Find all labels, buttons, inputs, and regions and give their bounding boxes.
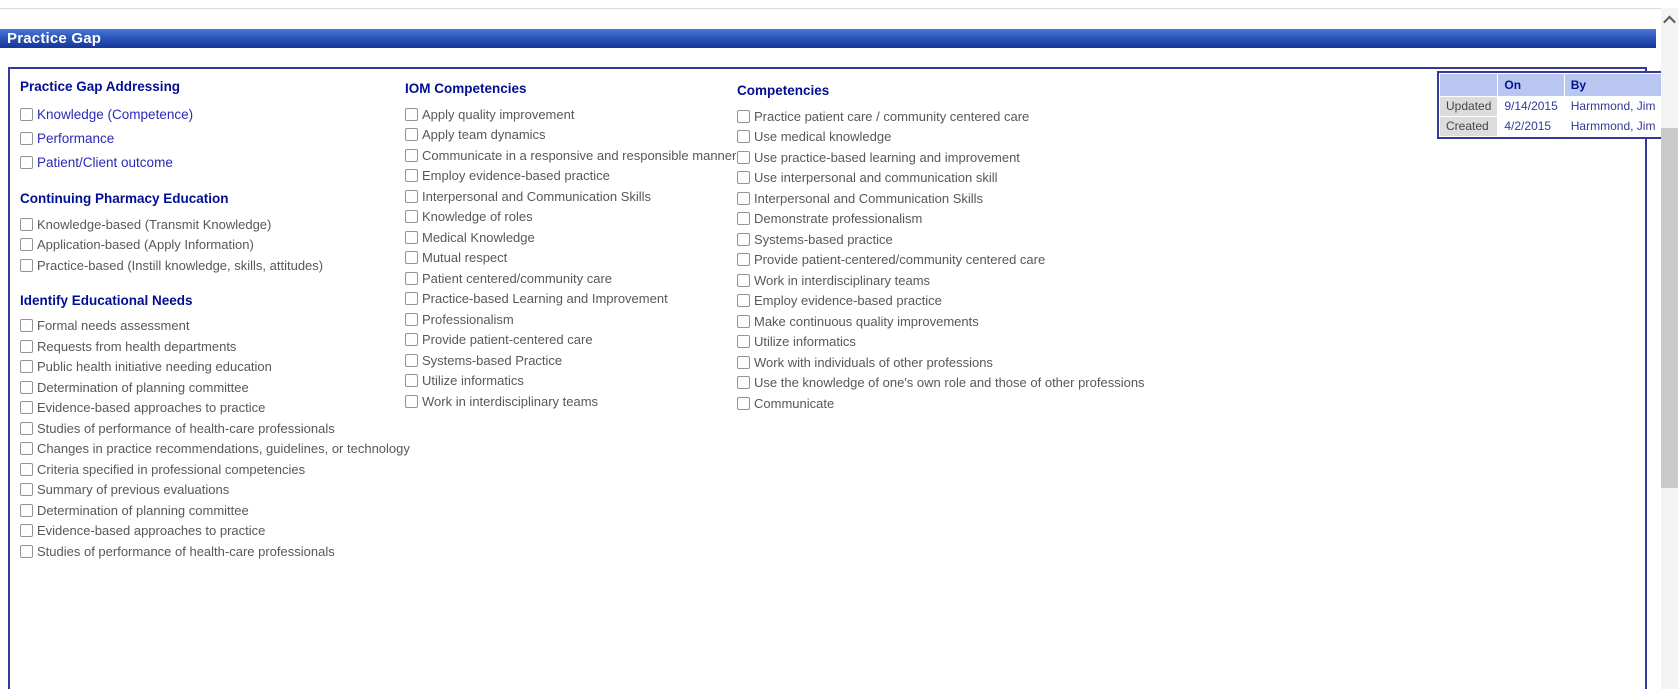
checkbox-item[interactable] — [405, 289, 745, 310]
group-identify-educational-needs — [20, 292, 410, 562]
checkbox[interactable] — [20, 360, 33, 373]
checkbox[interactable] — [737, 335, 750, 348]
checkbox-item[interactable] — [405, 145, 745, 166]
checkbox-item[interactable] — [405, 125, 745, 146]
checkbox-item[interactable] — [20, 459, 402, 480]
group-title: IOM Competencies — [405, 81, 527, 96]
checkbox[interactable] — [20, 238, 33, 251]
checkbox-item[interactable] — [20, 150, 402, 174]
checkbox-item[interactable] — [20, 541, 402, 562]
checkbox[interactable] — [405, 251, 418, 264]
checkbox[interactable] — [405, 272, 418, 285]
checkbox-item[interactable] — [20, 521, 402, 542]
checkbox-item[interactable] — [20, 398, 402, 419]
checkbox-item[interactable] — [20, 316, 402, 337]
checkbox[interactable] — [737, 171, 750, 184]
audit-header-row — [1440, 74, 1662, 97]
checkbox[interactable] — [20, 259, 33, 272]
checkbox-label: Requests from health departments — [37, 338, 237, 354]
checkbox-item[interactable] — [20, 126, 402, 150]
checkbox-item[interactable] — [20, 439, 410, 460]
group-items — [20, 214, 402, 276]
checkbox[interactable] — [737, 253, 750, 266]
checkbox[interactable] — [405, 354, 418, 367]
checkbox-item[interactable] — [20, 480, 402, 501]
checkbox[interactable] — [405, 231, 418, 244]
checkbox-label: Apply team dynamics — [422, 127, 546, 143]
checkbox-item[interactable] — [737, 168, 1197, 189]
checkbox-label: Evidence-based approaches to practice — [37, 400, 266, 416]
checkbox[interactable] — [20, 156, 33, 169]
checkbox[interactable] — [20, 545, 33, 558]
checkbox-label: Work with individuals of other professions — [754, 354, 993, 370]
checkbox-item[interactable] — [737, 188, 1197, 209]
checkbox-item[interactable] — [737, 393, 1197, 414]
checkbox-item[interactable] — [405, 391, 745, 412]
checkbox-label: Communicate in a responsive and responsible manner — [422, 147, 737, 163]
checkbox[interactable] — [405, 149, 418, 162]
checkbox[interactable] — [405, 374, 418, 387]
checkbox[interactable] — [405, 395, 418, 408]
checkbox-label: Interpersonal and Communication Skills — [422, 188, 652, 204]
audit-row — [1440, 117, 1662, 137]
checkbox-item[interactable] — [405, 166, 745, 187]
checkbox-label: Knowledge-based (Transmit Knowledge) — [37, 216, 272, 232]
group-continuing-pharmacy-education — [20, 191, 402, 276]
checkbox-item[interactable] — [737, 229, 1197, 250]
audit-col-by: By — [1564, 74, 1662, 97]
checkbox-item[interactable] — [405, 268, 745, 289]
checkbox-item[interactable] — [405, 248, 745, 269]
checkbox-label: Employ evidence-based practice — [422, 168, 610, 184]
checkbox[interactable] — [405, 292, 418, 305]
checkbox-item[interactable] — [737, 373, 1197, 394]
group-items — [737, 106, 1197, 414]
chevron-up-icon — [1663, 15, 1676, 28]
checkbox-label: Work in interdisciplinary teams — [422, 393, 599, 409]
checkbox-item[interactable] — [737, 147, 1197, 168]
checkbox[interactable] — [737, 397, 750, 410]
checkbox[interactable] — [20, 442, 33, 455]
checkbox[interactable] — [405, 169, 418, 182]
checkbox-label: Determination of planning committee — [37, 379, 249, 395]
checkbox-label: Utilize informatics — [422, 373, 524, 389]
checkbox-label: Practice-based (Instill knowledge, skills, attitudes) — [37, 257, 324, 273]
checkbox[interactable] — [405, 108, 418, 121]
checkbox-item[interactable] — [20, 336, 402, 357]
checkbox[interactable] — [405, 313, 418, 326]
group-competencies — [737, 83, 1197, 414]
checkbox-label: Knowledge of roles — [422, 209, 533, 225]
checkbox-item[interactable] — [737, 127, 1197, 148]
checkbox[interactable] — [405, 333, 418, 346]
checkbox-item[interactable] — [737, 209, 1197, 230]
checkbox[interactable] — [737, 233, 750, 246]
audit-row-label: Updated — [1440, 97, 1498, 117]
group-items — [20, 316, 410, 562]
checkbox[interactable] — [20, 218, 33, 231]
column-middle — [405, 81, 745, 412]
checkbox-label: Use practice-based learning and improvement — [754, 149, 1020, 165]
checkbox-item[interactable] — [405, 371, 745, 392]
checkbox-label: Use the knowledge of one's own role and those of other professions — [754, 375, 1145, 391]
checkbox-item[interactable] — [737, 311, 1197, 332]
checkbox[interactable] — [20, 108, 33, 121]
checkbox-item[interactable] — [737, 106, 1197, 127]
group-title: Continuing Pharmacy Education — [20, 191, 229, 206]
checkbox-item[interactable] — [20, 235, 402, 256]
group-title: Identify Educational Needs — [20, 292, 193, 308]
checkbox[interactable] — [405, 190, 418, 203]
audit-on-value: 9/14/2015 — [1498, 97, 1564, 117]
audit-row — [1440, 97, 1662, 117]
checkbox[interactable] — [737, 274, 750, 287]
checkbox-item[interactable] — [20, 102, 402, 126]
checkbox-label: Apply quality improvement — [422, 106, 575, 122]
checkbox[interactable] — [20, 381, 33, 394]
checkbox-item[interactable] — [20, 418, 402, 439]
checkbox-label: Use interpersonal and communication skill — [754, 170, 998, 186]
checkbox-label: Studies of performance of health-care professionals — [37, 420, 335, 436]
checkbox-label: Utilize informatics — [754, 334, 856, 350]
checkbox-label: Application-based (Apply Information) — [37, 237, 254, 253]
checkbox-item[interactable] — [737, 250, 1197, 271]
checkbox[interactable] — [737, 356, 750, 369]
checkbox-label: Use medical knowledge — [754, 129, 892, 145]
checkbox-label: Communicate — [754, 395, 835, 411]
checkbox-label: Evidence-based approaches to practice — [37, 523, 266, 539]
checkbox-item[interactable] — [405, 104, 745, 125]
audit-on-value: 4/2/2015 — [1498, 117, 1564, 137]
checkbox[interactable] — [737, 212, 750, 225]
checkbox-label: Patient centered/community care — [422, 270, 613, 286]
group-title: Competencies — [737, 83, 830, 98]
checkbox-label: Demonstrate professionalism — [754, 211, 923, 227]
checkbox-label: Make continuous quality improvements — [754, 313, 979, 329]
checkbox-item[interactable] — [737, 332, 1197, 353]
checkbox-label: Provide patient-centered/community centered care — [754, 252, 1046, 268]
checkbox-item[interactable] — [737, 352, 1197, 373]
column-left — [20, 79, 410, 562]
audit-row-label: Created — [1440, 117, 1498, 137]
checkbox-label: Practice-based Learning and Improvement — [422, 291, 668, 307]
audit-by-value: Harmmond, Jim — [1564, 97, 1662, 117]
checkbox[interactable] — [20, 504, 33, 517]
page-title: Practice Gap — [7, 30, 102, 47]
page-title-bar — [0, 29, 1656, 48]
audit-table-body — [1440, 97, 1662, 137]
checkbox[interactable] — [737, 294, 750, 307]
checkbox[interactable] — [20, 401, 33, 414]
audit-col-blank — [1440, 74, 1498, 97]
checkbox[interactable] — [20, 340, 33, 353]
checkbox[interactable] — [737, 110, 750, 123]
checkbox-label: Criteria specified in professional competencies — [37, 461, 306, 477]
checkbox-label: Medical Knowledge — [422, 229, 535, 245]
checkbox-item[interactable] — [405, 186, 745, 207]
checkbox-item[interactable] — [405, 309, 745, 330]
checkbox-label: Practice patient care / community centered care — [754, 108, 1030, 124]
group-title: Practice Gap Addressing — [20, 79, 181, 94]
checkbox[interactable] — [737, 151, 750, 164]
checkbox-label: Public health initiative needing education — [37, 359, 272, 375]
checkbox-item[interactable] — [405, 350, 745, 371]
checkbox-item[interactable] — [405, 330, 745, 351]
checkbox-label: Determination of planning committee — [37, 502, 249, 518]
group-items — [20, 102, 402, 174]
checkbox-label: Formal needs assessment — [37, 318, 190, 334]
checkbox-item[interactable] — [20, 500, 402, 521]
checkbox-label: Work in interdisciplinary teams — [754, 272, 931, 288]
checkbox[interactable] — [20, 132, 33, 145]
checkbox-item[interactable] — [737, 270, 1197, 291]
checkbox-label: Studies of performance of health-care professionals — [37, 543, 335, 559]
top-divider — [0, 8, 1678, 9]
checkbox[interactable] — [405, 210, 418, 223]
audit-by-value: Harmmond, Jim — [1564, 117, 1662, 137]
checkbox-label: Employ evidence-based practice — [754, 293, 942, 309]
checkbox[interactable] — [405, 128, 418, 141]
checkbox[interactable] — [737, 192, 750, 205]
checkbox-label: Knowledge (Competence) — [37, 106, 194, 122]
vertical-scrollbar[interactable] — [1661, 8, 1678, 689]
checkbox-label: Mutual respect — [422, 250, 508, 266]
checkbox-label: Professionalism — [422, 311, 514, 327]
checkbox[interactable] — [20, 422, 33, 435]
practice-gap-panel — [8, 67, 1656, 689]
checkbox-label: Summary of previous evaluations — [37, 482, 230, 498]
checkbox-label: Patient/Client outcome — [37, 154, 173, 170]
checkbox-item[interactable] — [405, 227, 745, 248]
checkbox-label: Provide patient-centered care — [422, 332, 593, 348]
checkbox-item[interactable] — [737, 291, 1197, 312]
checkbox-label: Systems-based practice — [754, 231, 893, 247]
group-iom-competencies — [405, 81, 745, 412]
checkbox-item[interactable] — [405, 207, 745, 228]
checkbox[interactable] — [20, 483, 33, 496]
group-practice-gap-addressing — [20, 79, 402, 174]
checkbox-label: Systems-based Practice — [422, 352, 563, 368]
checkbox-item[interactable] — [20, 255, 402, 276]
column-right — [737, 83, 1197, 414]
scroll-up-button[interactable] — [1661, 8, 1678, 32]
checkbox-label: Interpersonal and Communication Skills — [754, 190, 984, 206]
checkbox-label: Changes in practice recommendations, guidelines, or technology — [37, 441, 410, 457]
checkbox-item[interactable] — [20, 377, 402, 398]
checkbox[interactable] — [737, 130, 750, 143]
checkbox[interactable] — [20, 524, 33, 537]
checkbox-item[interactable] — [20, 357, 402, 378]
checkbox-label: Performance — [37, 130, 115, 146]
audit-table — [1437, 71, 1664, 139]
group-items — [405, 104, 745, 412]
checkbox[interactable] — [737, 315, 750, 328]
scrollbar-thumb[interactable] — [1661, 128, 1678, 488]
checkbox[interactable] — [20, 463, 33, 476]
checkbox[interactable] — [737, 376, 750, 389]
audit-col-on: On — [1498, 74, 1564, 97]
checkbox-item[interactable] — [20, 214, 402, 235]
checkbox[interactable] — [20, 319, 33, 332]
